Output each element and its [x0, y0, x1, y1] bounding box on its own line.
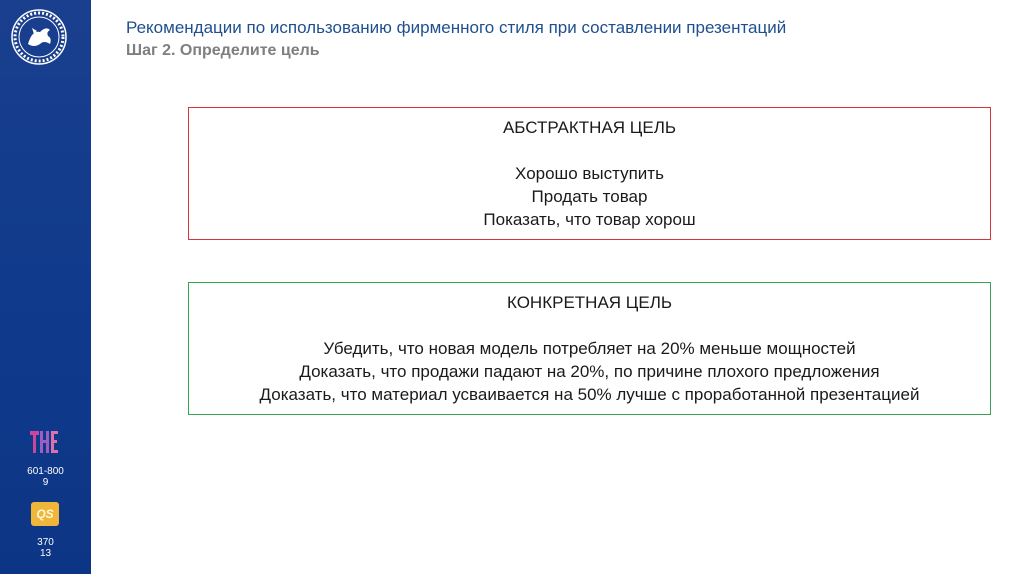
page-subtitle: Шаг 2. Определите цель	[126, 42, 320, 59]
concrete-goal-item: Доказать, что материал усваивается на 50% лучше с проработанной презентацией	[259, 385, 920, 404]
abstract-goal-item: Хорошо выступить	[515, 164, 664, 183]
qs-ranking-line1: 370	[37, 537, 54, 548]
qs-ranking-value	[0, 537, 91, 559]
concrete-goal-heading: КОНКРЕТНАЯ ЦЕЛЬ	[506, 293, 673, 312]
abstract-goal-item: Продать товар	[531, 187, 648, 206]
abstract-goal-heading: АБСТРАКТНАЯ ЦЕЛЬ	[502, 118, 677, 137]
concrete-goal-item: Доказать, что продажи падают на 20%, по причине плохого предложения	[299, 362, 880, 381]
concrete-goal-box	[188, 282, 991, 415]
sidebar	[0, 0, 91, 574]
the-ranking-line1: 601-800	[27, 466, 64, 477]
the-ranking-icon	[29, 429, 59, 457]
abstract-goal-item: Показать, что товар хорош	[483, 210, 696, 229]
the-ranking-value	[0, 466, 91, 488]
university-logo-icon	[10, 8, 68, 66]
qs-ranking-line2: 13	[39, 548, 52, 559]
abstract-goal-box	[188, 107, 991, 240]
page-title: Рекомендации по использованию фирменного стиля при составлении презентаций	[126, 18, 787, 37]
concrete-goal-item: Убедить, что новая модель потребляет на 20% меньше мощностей	[323, 339, 856, 358]
the-ranking-line2: 9	[42, 477, 49, 488]
qs-ranking-icon: QS	[31, 502, 59, 526]
